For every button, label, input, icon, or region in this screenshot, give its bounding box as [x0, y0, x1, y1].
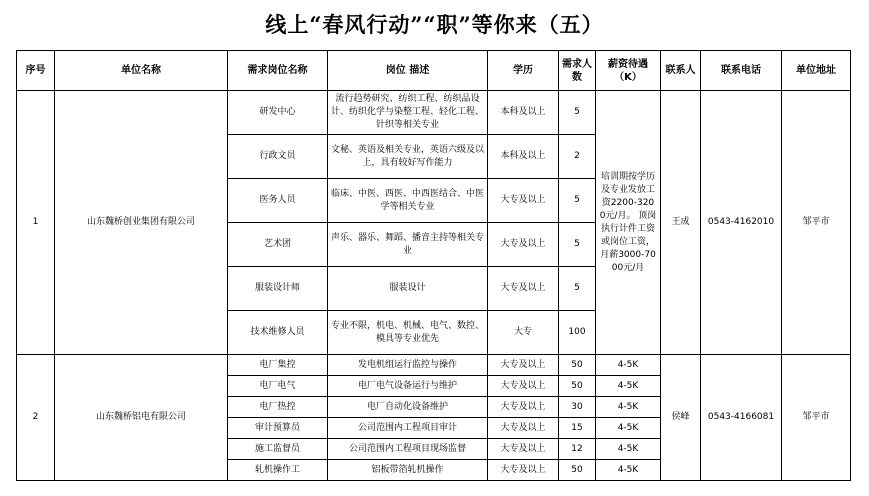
position-cell: 服装设计师	[228, 267, 328, 311]
job-table	[16, 50, 851, 481]
company-name-cell: 山东魏桥铝电有限公司	[55, 355, 228, 481]
position-cell: 行政文员	[228, 135, 328, 179]
count-cell: 50	[559, 376, 596, 397]
salary-cell: 4-5K	[596, 376, 661, 397]
description-cell: 铝板带箔轧机操作	[328, 460, 488, 481]
salary-cell: 培训期按学历及专业发放工资2200-3200元/月。 顶岗执行计件工资或岗位工资，月薪3000-7000元/月	[596, 91, 661, 355]
count-cell: 5	[559, 223, 596, 267]
position-cell: 技术维修人员	[228, 311, 328, 355]
salary-cell: 4-5K	[596, 355, 661, 376]
position-cell: 医务人员	[228, 179, 328, 223]
position-cell: 审计预算员	[228, 418, 328, 439]
education-cell: 大专及以上	[488, 418, 559, 439]
header-company: 单位名称	[55, 51, 228, 91]
description-cell: 流行趋势研究、纺织工程、纺织品设计、纺织化学与染整工程、轻化工程、针织等相关专业	[328, 91, 488, 135]
salary-cell: 4-5K	[596, 460, 661, 481]
position-cell: 电厂热控	[228, 397, 328, 418]
education-cell: 大专及以上	[488, 439, 559, 460]
position-cell: 施工监督员	[228, 439, 328, 460]
position-cell: 艺术团	[228, 223, 328, 267]
count-cell: 2	[559, 135, 596, 179]
header-description: 岗位 描述	[328, 51, 488, 91]
address-cell: 邹平市	[782, 91, 851, 355]
header-address: 单位地址	[782, 51, 851, 91]
education-cell: 大专及以上	[488, 223, 559, 267]
page-title: 线上“春风行动”“职”等你来（五）	[265, 12, 604, 37]
seq-cell: 2	[17, 355, 55, 481]
education-cell: 大专及以上	[488, 355, 559, 376]
seq-cell: 1	[17, 91, 55, 355]
phone-cell: 0543-4166081	[701, 355, 782, 481]
position-cell: 研发中心	[228, 91, 328, 135]
count-cell: 5	[559, 91, 596, 135]
education-cell: 大专及以上	[488, 460, 559, 481]
header-row	[17, 51, 851, 91]
description-cell: 专业不限，机电、机械、电气、数控、模具等专业优先	[328, 311, 488, 355]
header-seq: 序号	[17, 51, 55, 91]
description-cell: 文秘、英语及相关专业，英语六级及以上，具有较好写作能力	[328, 135, 488, 179]
description-cell: 服装设计	[328, 267, 488, 311]
salary-cell: 4-5K	[596, 418, 661, 439]
description-cell: 声乐、器乐、舞蹈、播音主持等相关专业	[328, 223, 488, 267]
description-cell: 发电机组运行监控与操作	[328, 355, 488, 376]
education-cell: 大专及以上	[488, 179, 559, 223]
phone-cell: 0543-4162010	[701, 91, 782, 355]
header-count: 需求人数	[559, 51, 596, 91]
count-cell: 5	[559, 179, 596, 223]
header-position: 需求岗位名称	[228, 51, 328, 91]
count-cell: 12	[559, 439, 596, 460]
count-cell: 30	[559, 397, 596, 418]
description-cell: 电厂电气设备运行与维护	[328, 376, 488, 397]
count-cell: 5	[559, 267, 596, 311]
description-cell: 临床、中医、西医、中西医结合、中医学等相关专业	[328, 179, 488, 223]
contact-cell: 侯峰	[661, 355, 701, 481]
position-cell: 轧机操作工	[228, 460, 328, 481]
table-row	[17, 355, 851, 376]
description-cell: 公司范围内工程项目审计	[328, 418, 488, 439]
description-cell: 电厂自动化设备维护	[328, 397, 488, 418]
count-cell: 100	[559, 311, 596, 355]
count-cell: 50	[559, 460, 596, 481]
position-cell: 电厂集控	[228, 355, 328, 376]
header-education: 学历	[488, 51, 559, 91]
salary-cell: 4-5K	[596, 397, 661, 418]
description-cell: 公司范围内工程项目现场监督	[328, 439, 488, 460]
table-row	[17, 91, 851, 135]
education-cell: 本科及以上	[488, 91, 559, 135]
education-cell: 大专	[488, 311, 559, 355]
count-cell: 50	[559, 355, 596, 376]
header-contact: 联系人	[661, 51, 701, 91]
education-cell: 大专及以上	[488, 267, 559, 311]
contact-cell: 王成	[661, 91, 701, 355]
count-cell: 15	[559, 418, 596, 439]
header-salary: 薪资待遇（K）	[596, 51, 661, 91]
position-cell: 电厂电气	[228, 376, 328, 397]
salary-cell: 4-5K	[596, 439, 661, 460]
education-cell: 大专及以上	[488, 397, 559, 418]
education-cell: 本科及以上	[488, 135, 559, 179]
address-cell: 邹平市	[782, 355, 851, 481]
education-cell: 大专及以上	[488, 376, 559, 397]
company-name-cell: 山东魏桥创业集团有限公司	[55, 91, 228, 355]
header-phone: 联系电话	[701, 51, 782, 91]
